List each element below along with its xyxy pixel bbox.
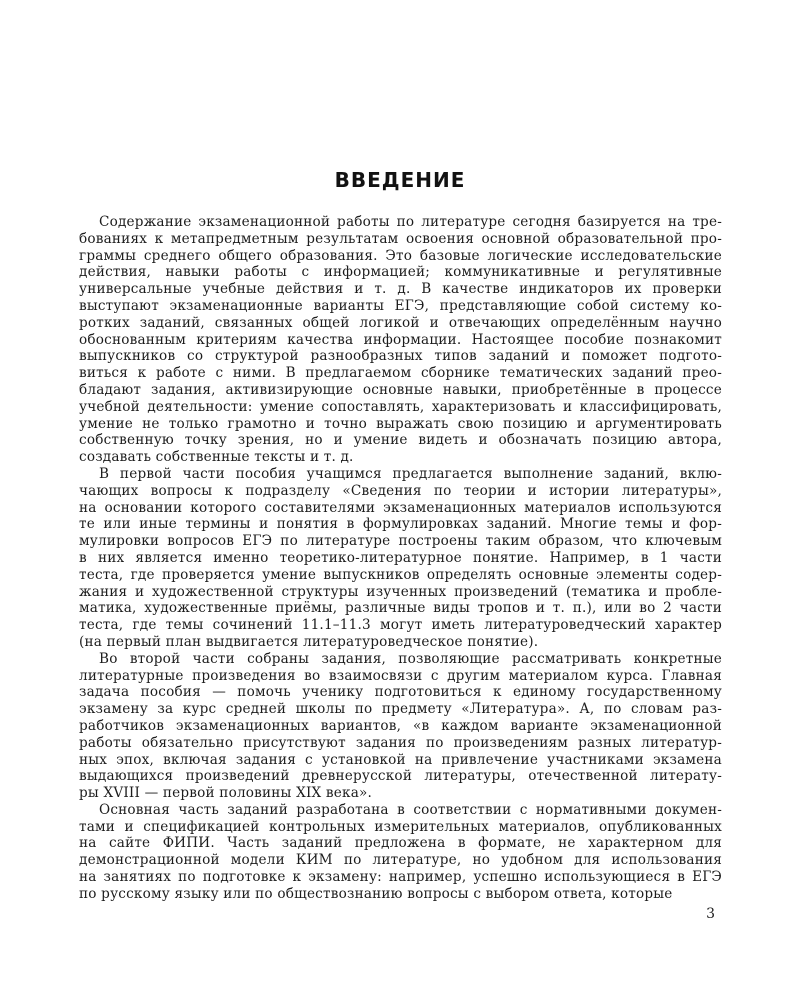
text-line: бладают задания, активизирующие основные навыки, приобретённые в процессе bbox=[79, 381, 722, 398]
text-line: матика, художественные приёмы, различные виды тропов и т. п.), или во 2 части bbox=[79, 600, 722, 617]
text-line: теста, где темы сочинений 11.1–11.3 могут иметь литературоведческий характер bbox=[79, 617, 722, 634]
paragraph bbox=[79, 466, 722, 651]
text-line: те или иные термины и понятия в формулировках заданий. Многие темы и фор- bbox=[79, 516, 722, 533]
text-line: жания и художественной структуры изученных произведений (тематика и пробле- bbox=[79, 583, 722, 600]
text-line: задача пособия — помочь ученику подготовиться к единому государственному bbox=[79, 684, 722, 701]
text-line: по русскому языку или по обществознанию вопросы с выбором ответа, которые bbox=[79, 885, 673, 902]
text-line: на занятиях по подготовке к экзамену: например, успешно использующиеся в ЕГЭ bbox=[79, 869, 722, 886]
paragraph bbox=[79, 651, 722, 802]
text-line: тами и спецификацией контрольных измерительных материалов, опубликованных bbox=[79, 818, 722, 835]
text-line: мулировки вопросов ЕГЭ по литературе построены таким образом, что ключевым bbox=[79, 533, 722, 550]
text-line: теста, где проверяется умение выпускников определять основные элементы содер- bbox=[79, 566, 722, 583]
text-line: работчиков экзаменационных вариантов, «в каждом варианте экзаменационной bbox=[79, 717, 722, 734]
text-line: ротких заданий, связанных общей логикой и отвечающих определённым научно bbox=[79, 314, 722, 331]
text-line: выдающихся произведений древнерусской литературы, отечественной литерату- bbox=[79, 768, 722, 785]
text-line: создавать собственные тексты и т. д. bbox=[79, 449, 354, 466]
text-line: универсальные учебные действия и т. д. В качестве индикаторов их проверки bbox=[79, 281, 722, 298]
text-line: собственную точку зрения, но и умение видеть и обозначать позицию автора, bbox=[79, 432, 722, 449]
page-title: ВВЕДЕНИЕ bbox=[334, 168, 466, 192]
text-line: демонстрационной модели КИМ по литературе, но удобном для использования bbox=[79, 852, 722, 869]
paragraph bbox=[79, 802, 722, 903]
text-line: граммы среднего общего образования. Это базовые логические исследовательские bbox=[79, 247, 722, 264]
text-line: виться к работе с ними. В предлагаемом сборнике тематических заданий прео- bbox=[79, 365, 722, 382]
text-line: учебной деятельности: умение сопоставлять, характеризовать и классифицировать, bbox=[79, 398, 722, 415]
text-line: экзамену за курс средней школы по предмету «Литература». А, по словам раз- bbox=[79, 701, 722, 718]
text-line: чающих вопросы к подразделу «Сведения по теории и истории литературы», bbox=[79, 482, 722, 499]
text-line: выпускников со структурой разнообразных типов заданий и поможет подгото- bbox=[79, 348, 722, 365]
text-line: Основная часть заданий разработана в соответствии с нормативными докумен- bbox=[99, 801, 722, 818]
page-number: 3 bbox=[706, 906, 715, 922]
paragraph bbox=[79, 214, 722, 466]
text-line: выступают экзаменационные варианты ЕГЭ, представляющие собой систему ко- bbox=[79, 297, 722, 314]
text-line: (на первый план выдвигается литературоведческое понятие). bbox=[79, 633, 539, 650]
text-line: Содержание экзаменационной работы по литературе сегодня базируется на тре- bbox=[99, 214, 722, 230]
text-line: бованиях к метапредметным результатам освоения основной образовательной про- bbox=[79, 230, 722, 247]
body-text bbox=[79, 214, 722, 903]
text-line: литературные произведения во взаимосвязи с другим материалом курса. Главная bbox=[79, 667, 722, 684]
text-line: на основании которого составителями экзаменационных материалов используются bbox=[79, 499, 722, 516]
text-line: Во второй части собраны задания, позволяющие рассматривать конкретные bbox=[99, 650, 722, 667]
text-line: ных эпох, включая задания с установкой на привлечение участниками экзамена bbox=[79, 751, 722, 768]
text-line: В первой части пособия учащимся предлагается выполнение заданий, вклю- bbox=[99, 465, 722, 482]
text-line: обоснованным критериям качества информации. Настоящее пособие познакомит bbox=[79, 331, 722, 348]
text-line: действия, навыки работы с информацией; коммуникативные и регулятивные bbox=[79, 264, 722, 281]
text-line: в них является именно теоретико-литературное понятие. Например, в 1 части bbox=[79, 549, 722, 566]
text-line: работы обязательно присутствуют задания по произведениям разных литератур- bbox=[79, 734, 722, 751]
text-line: умение не только грамотно и точно выражать свою позицию и аргументировать bbox=[79, 415, 722, 432]
text-line: на сайте ФИПИ. Часть заданий предложена в формате, не характерном для bbox=[79, 835, 722, 852]
text-line: ры XVIII — первой половины XIX века». bbox=[79, 785, 373, 802]
